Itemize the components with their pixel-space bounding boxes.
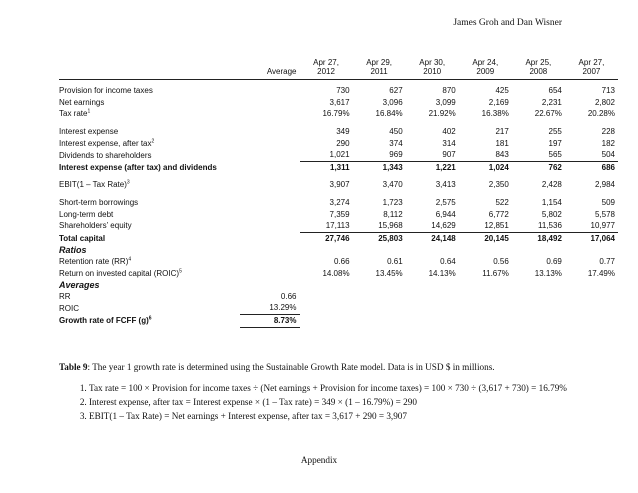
value-cell: 402 xyxy=(442,127,456,137)
value-cell: 870 xyxy=(442,86,456,96)
row-label: Dividends to shareholders xyxy=(59,150,152,160)
table-header-row xyxy=(59,51,618,79)
value-cell: 217 xyxy=(495,127,509,137)
row-net-earnings xyxy=(59,97,618,109)
value-cell: 255 xyxy=(548,127,562,137)
average-cell xyxy=(240,197,299,209)
value-cell: 3,096 xyxy=(382,97,403,107)
row-label: EBIT(1 – Tax Rate)$^3$ xyxy=(59,179,130,190)
value-cell: 27,746 xyxy=(325,233,350,243)
growth-rate-value: 8.73% xyxy=(240,315,299,328)
value-cell: 843 xyxy=(459,149,512,161)
growth-rate-row xyxy=(59,315,618,328)
value-cell: 2,231 xyxy=(541,97,562,107)
row-label: Return on invested capital (ROIC)$^5$ xyxy=(59,267,182,278)
value-cell: 0.56 xyxy=(493,257,509,267)
value-cell: 17.49% xyxy=(587,268,615,278)
row-shareholders-equity xyxy=(59,220,618,232)
row-tax-rate xyxy=(59,109,618,121)
page-footer: Appendix xyxy=(300,455,338,465)
row-interest-expense-after-tax xyxy=(59,138,618,150)
value-cell: 3,274 xyxy=(329,198,350,208)
value-cell: 24,148 xyxy=(431,233,456,243)
value-cell: 25,803 xyxy=(378,233,403,243)
row-dividends xyxy=(59,149,618,161)
value-cell: 2,350 xyxy=(488,180,509,190)
period-header: Apr 24, 2009 xyxy=(459,51,512,79)
value-cell: 762 xyxy=(548,162,562,172)
value-cell: 1,311 xyxy=(330,162,350,172)
average-roic-label: ROIC xyxy=(59,303,79,313)
value-cell: 0.69 xyxy=(546,257,562,267)
row-short-term-borrowings xyxy=(59,197,618,209)
period-header: Apr 29, 2011 xyxy=(353,51,406,79)
average-cell xyxy=(240,268,299,280)
value-cell: 907 xyxy=(406,149,459,161)
value-cell: 10,977 xyxy=(565,220,618,232)
value-cell: 6,944 xyxy=(435,209,456,219)
value-cell: 3,907 xyxy=(329,180,350,190)
period-header: Apr 25, 2008 xyxy=(512,51,565,79)
value-cell: 0.66 xyxy=(334,257,350,267)
footnote: 3. EBIT(1 – Tax Rate) = Net earnings + Interest expense, after tax = 3,617 + 290 = 3,907 xyxy=(89,409,615,423)
footnote: 2. Interest expense, after tax = Interest expense × (1 – Tax rate) = 349 × (1 – 16.79%) = 290 xyxy=(89,395,615,409)
value-cell: 17,064 xyxy=(590,233,615,243)
value-cell: 1,343 xyxy=(382,162,403,172)
average-cell xyxy=(240,162,299,174)
average-column-header: Average xyxy=(240,51,299,79)
row-interest-expense xyxy=(59,126,618,138)
value-cell: 228 xyxy=(601,127,615,137)
row-long-term-debt xyxy=(59,209,618,221)
value-cell: 654 xyxy=(548,86,562,96)
value-cell: 8,112 xyxy=(383,209,403,219)
ratios-heading: Ratios xyxy=(59,244,87,255)
footnote: 1. Tax rate = 100 × Provision for income taxes ÷ (Net earnings + Provision for income taxes) = 100 × 730 ÷ (3,617 + 730) = 16.79% xyxy=(89,381,615,395)
value-cell: 2,428 xyxy=(541,180,562,190)
row-label: Short-term borrowings xyxy=(59,198,139,208)
value-cell: 425 xyxy=(495,86,509,96)
average-cell xyxy=(240,220,299,232)
average-cell xyxy=(240,180,299,192)
value-cell: 13.13% xyxy=(534,268,562,278)
row-label: Interest expense xyxy=(59,127,119,137)
page-header-author: James Groh and Dan Wisner xyxy=(453,18,562,28)
period-header: Apr 27, 2007 xyxy=(565,51,618,79)
row-label: Net earnings xyxy=(59,97,105,107)
average-cell xyxy=(240,126,299,138)
value-cell: 7,359 xyxy=(329,209,350,219)
row-label: Interest expense (after tax) and dividends xyxy=(59,162,217,172)
period-header: Apr 27, 2012 xyxy=(300,51,353,79)
average-rr-value: 0.66 xyxy=(280,291,297,301)
value-cell: 14.08% xyxy=(322,268,350,278)
value-cell: 3,413 xyxy=(435,180,456,190)
value-cell: 16.84% xyxy=(375,109,403,119)
value-cell: 314 xyxy=(442,138,456,148)
row-label: Shareholders’ equity xyxy=(59,221,132,231)
financial-table-container xyxy=(59,51,618,328)
value-cell: 509 xyxy=(601,198,615,208)
row-label: Total capital xyxy=(59,233,106,243)
value-cell: 504 xyxy=(565,149,618,161)
average-cell xyxy=(240,138,299,150)
average-cell xyxy=(240,233,299,245)
value-cell: 20.28% xyxy=(587,109,615,119)
value-cell: 16.38% xyxy=(481,109,509,119)
average-roic-row xyxy=(59,303,618,315)
averages-heading-row xyxy=(59,279,618,291)
value-cell: 20,145 xyxy=(484,233,509,243)
averages-heading: Averages xyxy=(59,279,100,290)
value-cell: 181 xyxy=(495,138,509,148)
value-cell: 0.64 xyxy=(440,257,456,267)
value-cell: 17,113 xyxy=(300,220,353,232)
caption-text: : The year 1 growth rate is determined using the Sustainable Growth Rate model. Data is in USD $ in millions. xyxy=(87,362,495,372)
value-cell: 1,221 xyxy=(435,162,456,172)
value-cell: 13.45% xyxy=(375,268,403,278)
row-provision-for-income-taxes xyxy=(59,86,618,98)
average-cell xyxy=(240,149,299,161)
value-cell: 22.67% xyxy=(534,109,562,119)
row-label: Interest expense, after tax$^2$ xyxy=(59,138,155,148)
value-cell: 1,021 xyxy=(300,149,353,161)
value-cell: 0.77 xyxy=(599,257,615,267)
value-cell: 18,492 xyxy=(537,233,562,243)
value-cell: 686 xyxy=(601,162,615,172)
value-cell: 3,617 xyxy=(329,97,350,107)
row-label: Provision for income taxes xyxy=(59,86,153,96)
value-cell: 1,723 xyxy=(382,198,403,208)
value-cell: 1,024 xyxy=(488,162,509,172)
value-cell: 522 xyxy=(495,198,509,208)
value-cell: 5,802 xyxy=(541,209,562,219)
value-cell: 3,099 xyxy=(435,97,456,107)
value-cell: 14.13% xyxy=(428,268,456,278)
value-cell: 450 xyxy=(389,127,403,137)
financial-table xyxy=(59,51,618,328)
value-cell: 290 xyxy=(336,138,350,148)
row-roic xyxy=(59,268,618,280)
caption-label: Table 9 xyxy=(59,362,88,372)
value-cell: 6,772 xyxy=(488,209,509,219)
average-rr-row xyxy=(59,291,618,303)
period-header: Apr 30, 2010 xyxy=(406,51,459,79)
row-label: Tax rate$^1$ xyxy=(59,108,91,119)
value-cell: 0.61 xyxy=(387,257,403,267)
value-cell: 730 xyxy=(336,86,350,96)
average-cell xyxy=(240,209,299,221)
value-cell: 2,984 xyxy=(594,180,615,190)
value-cell: 11,536 xyxy=(512,220,565,232)
value-cell: 182 xyxy=(601,138,615,148)
average-cell xyxy=(240,109,299,121)
row-retention-rate xyxy=(59,256,618,268)
value-cell: 197 xyxy=(548,138,562,148)
value-cell: 2,169 xyxy=(488,97,509,107)
value-cell: 3,470 xyxy=(382,180,403,190)
row-label: Long-term debt xyxy=(59,209,114,219)
value-cell: 2,802 xyxy=(594,97,615,107)
average-cell xyxy=(240,256,299,268)
ratios-heading-row xyxy=(59,245,618,257)
value-cell: 15,968 xyxy=(353,220,406,232)
average-rr-label: RR xyxy=(59,291,71,301)
growth-rate-label: Growth rate of FCFF $(g)^6$ xyxy=(59,315,152,325)
value-cell: 14,629 xyxy=(406,220,459,232)
value-cell: 565 xyxy=(512,149,565,161)
average-roic-value: 13.29% xyxy=(240,303,299,315)
value-cell: 12,851 xyxy=(459,220,512,232)
value-cell: 5,578 xyxy=(594,209,615,219)
value-cell: 627 xyxy=(389,86,403,96)
table-caption xyxy=(59,362,495,372)
average-cell xyxy=(240,86,299,98)
row-total-capital xyxy=(59,233,618,245)
value-cell: 349 xyxy=(336,127,350,137)
value-cell: 21.92% xyxy=(428,109,456,119)
row-ebit xyxy=(59,180,618,192)
value-cell: 374 xyxy=(389,138,403,148)
footnotes xyxy=(75,381,615,423)
value-cell: 969 xyxy=(353,149,406,161)
value-cell: 2,575 xyxy=(435,198,456,208)
average-cell xyxy=(240,97,299,109)
value-cell: 1,154 xyxy=(541,198,562,208)
row-interest-and-dividends xyxy=(59,162,618,174)
row-label: Retention rate (RR)$^4$ xyxy=(59,256,132,267)
value-cell: 713 xyxy=(601,86,615,96)
header-label-cell xyxy=(59,51,240,79)
value-cell: 11.67% xyxy=(482,268,509,278)
value-cell: 16.79% xyxy=(322,109,350,119)
